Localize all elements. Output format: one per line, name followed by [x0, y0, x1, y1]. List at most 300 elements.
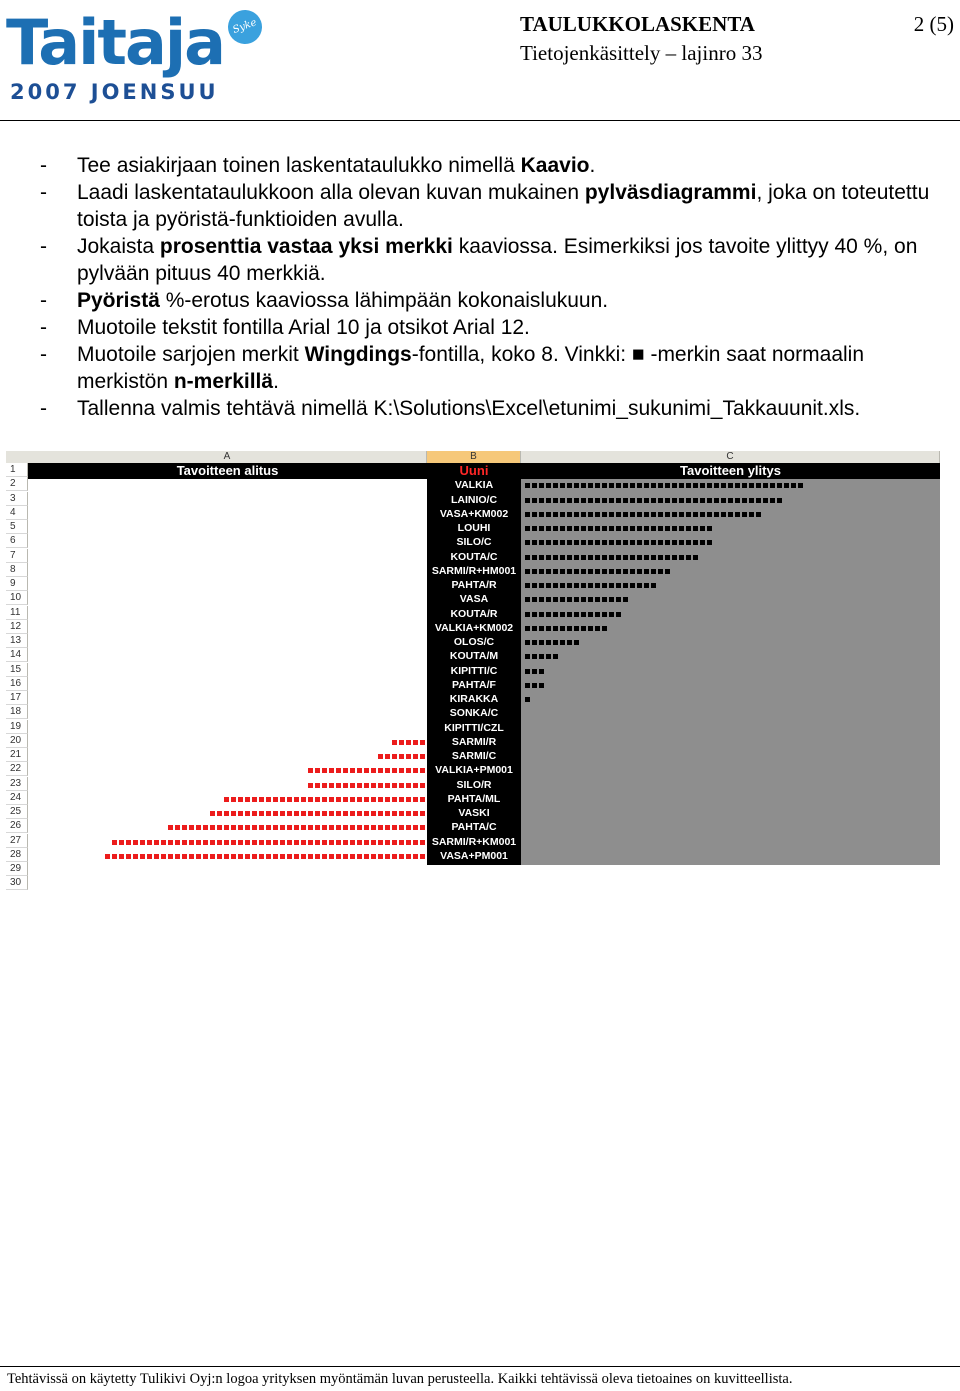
filled-square-icon	[336, 825, 341, 830]
filled-square-icon	[301, 854, 306, 859]
filled-square-icon	[378, 754, 383, 759]
filled-square-icon	[609, 612, 614, 617]
row-header[interactable]: 14	[6, 648, 28, 662]
oven-name-cell[interactable]: SONKA/C	[449, 707, 499, 720]
oven-name-cell[interactable]: VASA	[459, 593, 489, 606]
filled-square-icon	[210, 825, 215, 830]
filled-square-icon	[364, 840, 369, 845]
row-header[interactable]: 4	[6, 506, 28, 520]
over-target-bar[interactable]	[524, 749, 938, 763]
filled-square-icon	[343, 854, 348, 859]
filled-square-icon	[357, 768, 362, 773]
filled-square-icon	[532, 683, 537, 688]
row-header[interactable]: 30	[6, 876, 28, 890]
page-header	[0, 0, 960, 124]
filled-square-icon	[525, 654, 530, 659]
row-header[interactable]: 15	[6, 663, 28, 677]
filled-square-icon	[609, 597, 614, 602]
filled-square-icon	[392, 797, 397, 802]
row-header[interactable]: 6	[6, 534, 28, 548]
filled-square-icon	[539, 640, 544, 645]
filled-square-icon	[371, 783, 376, 788]
filled-square-icon	[413, 740, 418, 745]
filled-square-icon	[609, 483, 614, 488]
filled-square-icon	[350, 854, 355, 859]
filled-square-icon	[343, 797, 348, 802]
over-target-bar[interactable]	[524, 607, 938, 621]
filled-square-icon	[567, 483, 572, 488]
filled-square-icon	[385, 768, 390, 773]
under-target-bar[interactable]	[28, 649, 426, 663]
oven-name-cell[interactable]: PAHTA/R	[451, 579, 497, 591]
row-header[interactable]: 29	[6, 862, 28, 876]
filled-square-icon	[679, 512, 684, 517]
filled-square-icon	[357, 797, 362, 802]
over-target-bar[interactable]	[524, 806, 938, 820]
filled-square-icon	[252, 854, 257, 859]
filled-square-icon	[413, 840, 418, 845]
over-target-bar[interactable]	[524, 550, 938, 564]
instruction-item	[40, 314, 940, 341]
oven-name-cell[interactable]: SARMI/R+KM001	[431, 835, 517, 848]
filled-square-icon	[357, 811, 362, 816]
filled-square-icon	[560, 640, 565, 645]
filled-square-icon	[637, 540, 642, 545]
row-header[interactable]: 17	[6, 691, 28, 705]
under-target-bar[interactable]	[28, 721, 426, 735]
filled-square-icon	[301, 825, 306, 830]
bullet-dash: -	[40, 154, 47, 177]
filled-square-icon	[616, 483, 621, 488]
row-header[interactable]: 18	[6, 705, 28, 719]
over-target-bar[interactable]	[524, 721, 938, 735]
filled-square-icon	[658, 483, 663, 488]
filled-square-icon	[546, 654, 551, 659]
under-target-bar[interactable]	[28, 635, 426, 649]
over-target-bar[interactable]	[524, 493, 938, 507]
row-header[interactable]: 8	[6, 563, 28, 577]
over-target-bar[interactable]	[524, 507, 938, 521]
row-header[interactable]: 1	[6, 463, 28, 477]
under-target-bar[interactable]	[28, 692, 426, 706]
filled-square-icon	[196, 840, 201, 845]
filled-square-icon	[343, 768, 348, 773]
over-target-bar[interactable]	[524, 592, 938, 606]
oven-name-cell[interactable]: VALKIA+KM002	[434, 621, 514, 634]
filled-square-icon	[399, 797, 404, 802]
over-target-bar[interactable]	[524, 678, 938, 692]
oven-name-cell[interactable]: LAINIO/C	[450, 493, 498, 506]
filled-square-icon	[273, 811, 278, 816]
filled-square-icon	[665, 498, 670, 503]
under-target-bar[interactable]	[28, 550, 426, 564]
spreadsheet-chart	[6, 451, 940, 889]
row-header[interactable]: 16	[6, 677, 28, 691]
row-header[interactable]: 25	[6, 805, 28, 819]
row-header[interactable]: 26	[6, 819, 28, 833]
row-header[interactable]: 13	[6, 634, 28, 648]
filled-square-icon	[364, 854, 369, 859]
filled-square-icon	[784, 483, 789, 488]
filled-square-icon	[252, 797, 257, 802]
filled-square-icon	[210, 840, 215, 845]
under-target-bar[interactable]	[28, 592, 426, 606]
filled-square-icon	[756, 512, 761, 517]
filled-square-icon	[546, 498, 551, 503]
under-target-bar[interactable]	[28, 706, 426, 720]
row-header[interactable]: 11	[6, 606, 28, 620]
filled-square-icon	[532, 512, 537, 517]
instruction-text: , joka on toteutettu toista ja pyöristä-funktioiden avulla.	[77, 181, 930, 231]
row-header[interactable]: 23	[6, 777, 28, 791]
over-target-bar[interactable]	[524, 763, 938, 777]
row-header[interactable]: 28	[6, 848, 28, 862]
filled-square-icon	[168, 854, 173, 859]
header-over-target[interactable]: Tavoitteen ylitys	[521, 463, 940, 479]
row-header[interactable]: 27	[6, 834, 28, 848]
filled-square-icon	[406, 768, 411, 773]
filled-square-icon	[147, 854, 152, 859]
filled-square-icon	[623, 512, 628, 517]
under-target-bar[interactable]	[28, 621, 426, 635]
under-target-bar[interactable]	[28, 835, 426, 849]
filled-square-icon	[315, 840, 320, 845]
row-header[interactable]: 5	[6, 520, 28, 534]
over-target-bar[interactable]	[524, 706, 938, 720]
filled-square-icon	[252, 811, 257, 816]
filled-square-icon	[588, 612, 593, 617]
filled-square-icon	[217, 825, 222, 830]
filled-square-icon	[574, 597, 579, 602]
over-target-bar[interactable]	[524, 778, 938, 792]
bullet-dash: -	[40, 343, 47, 366]
oven-name-cell[interactable]: KOUTA/M	[449, 650, 499, 663]
logo-subtitle: 2007 JOENSUU	[10, 80, 219, 104]
document-title: TAULUKKOLASKENTA	[520, 12, 755, 36]
filled-square-icon	[623, 526, 628, 531]
header-oven[interactable]: Uuni	[427, 463, 521, 479]
instruction-item	[40, 152, 940, 179]
filled-square-icon	[406, 797, 411, 802]
over-target-bar[interactable]	[524, 649, 938, 663]
filled-square-icon	[539, 483, 544, 488]
over-target-bar[interactable]	[524, 692, 938, 706]
over-target-bar[interactable]	[524, 478, 938, 492]
filled-square-icon	[420, 768, 425, 773]
over-target-bar[interactable]	[524, 849, 938, 863]
filled-square-icon	[126, 854, 131, 859]
oven-name-cell[interactable]: KIPITTI/C	[450, 664, 498, 677]
filled-square-icon	[798, 483, 803, 488]
oven-name-cell[interactable]: VALKIA	[454, 479, 494, 492]
row-header[interactable]: 10	[6, 591, 28, 605]
oven-name-cell[interactable]: VALKIA+PM001	[435, 764, 513, 777]
row-header[interactable]: 2	[6, 477, 28, 491]
over-target-bar[interactable]	[524, 735, 938, 749]
filled-square-icon	[217, 840, 222, 845]
oven-name-cell[interactable]: VASA+KM002	[439, 507, 509, 520]
oven-name-cell[interactable]: PAHTA/C	[451, 821, 497, 834]
filled-square-icon	[553, 555, 558, 560]
filled-square-icon	[413, 811, 418, 816]
over-target-bar[interactable]	[524, 792, 938, 806]
filled-square-icon	[623, 597, 628, 602]
filled-square-icon	[308, 854, 313, 859]
under-target-bar[interactable]	[28, 792, 426, 806]
filled-square-icon	[385, 840, 390, 845]
column-header-c[interactable]: C	[521, 451, 940, 463]
instruction-item	[40, 287, 940, 314]
filled-square-icon	[273, 797, 278, 802]
filled-square-icon	[294, 797, 299, 802]
filled-square-icon	[553, 540, 558, 545]
filled-square-icon	[700, 498, 705, 503]
filled-square-icon	[560, 597, 565, 602]
sheet-corner[interactable]	[6, 451, 29, 463]
filled-square-icon	[385, 783, 390, 788]
filled-square-icon	[245, 840, 250, 845]
filled-square-icon	[553, 483, 558, 488]
column-header-b[interactable]: B	[427, 451, 521, 463]
filled-square-icon	[364, 797, 369, 802]
under-target-bar[interactable]	[28, 507, 426, 521]
filled-square-icon	[203, 825, 208, 830]
row-header[interactable]: 22	[6, 762, 28, 776]
filled-square-icon	[665, 526, 670, 531]
filled-square-icon	[693, 483, 698, 488]
filled-square-icon	[616, 569, 621, 574]
filled-square-icon	[588, 597, 593, 602]
under-target-bar[interactable]	[28, 763, 426, 777]
filled-square-icon	[637, 498, 642, 503]
row-header[interactable]: 19	[6, 720, 28, 734]
oven-name-cell[interactable]: VASKI	[458, 807, 490, 819]
page-number: 2 (5)	[913, 12, 954, 36]
over-target-bar[interactable]	[524, 835, 938, 849]
filled-square-icon	[385, 854, 390, 859]
oven-name-cell[interactable]: KIPITTI/CZL	[444, 721, 504, 734]
oven-name-cell[interactable]: KOUTA/R	[450, 607, 498, 620]
filled-square-icon	[532, 540, 537, 545]
filled-square-icon	[413, 797, 418, 802]
oven-name-cell[interactable]: VASA+PM001	[440, 849, 508, 862]
instruction-emphasis: prosenttia vastaa yksi merkki	[159, 235, 453, 258]
filled-square-icon	[532, 654, 537, 659]
filled-square-icon	[742, 483, 747, 488]
filled-square-icon	[539, 683, 544, 688]
filled-square-icon	[406, 840, 411, 845]
filled-square-icon	[574, 483, 579, 488]
filled-square-icon	[336, 840, 341, 845]
filled-square-icon	[686, 555, 691, 560]
filled-square-icon	[231, 811, 236, 816]
filled-square-icon	[378, 840, 383, 845]
under-target-bar[interactable]	[28, 578, 426, 592]
filled-square-icon	[231, 825, 236, 830]
filled-square-icon	[665, 512, 670, 517]
filled-square-icon	[707, 540, 712, 545]
filled-square-icon	[630, 498, 635, 503]
filled-square-icon	[525, 555, 530, 560]
filled-square-icon	[371, 811, 376, 816]
filled-square-icon	[525, 512, 530, 517]
oven-name-cell[interactable]: SARMI/R+HM001	[431, 564, 517, 577]
filled-square-icon	[252, 825, 257, 830]
oven-name-cell[interactable]: PAHTA/F	[452, 678, 496, 691]
filled-square-icon	[672, 483, 677, 488]
filled-square-icon	[749, 483, 754, 488]
filled-square-icon	[721, 483, 726, 488]
bullet-dash: -	[40, 235, 47, 258]
filled-square-icon	[693, 498, 698, 503]
filled-square-icon	[602, 569, 607, 574]
filled-square-icon	[525, 697, 530, 702]
filled-square-icon	[651, 498, 656, 503]
filled-square-icon	[721, 498, 726, 503]
filled-square-icon	[658, 526, 663, 531]
over-target-bar[interactable]	[524, 635, 938, 649]
filled-square-icon	[420, 854, 425, 859]
filled-square-icon	[539, 569, 544, 574]
filled-square-icon	[420, 797, 425, 802]
filled-square-icon	[532, 626, 537, 631]
filled-square-icon	[245, 811, 250, 816]
under-target-bar[interactable]	[28, 521, 426, 535]
over-target-bar[interactable]	[524, 521, 938, 535]
filled-square-icon	[595, 483, 600, 488]
filled-square-icon	[630, 512, 635, 517]
filled-square-icon	[630, 583, 635, 588]
filled-square-icon	[630, 555, 635, 560]
under-target-bar[interactable]	[28, 749, 426, 763]
filled-square-icon	[231, 854, 236, 859]
row-header[interactable]: 24	[6, 791, 28, 805]
filled-square-icon	[308, 768, 313, 773]
filled-square-icon	[336, 797, 341, 802]
filled-square-icon	[658, 569, 663, 574]
filled-square-icon	[336, 768, 341, 773]
filled-square-icon	[343, 811, 348, 816]
filled-square-icon	[686, 512, 691, 517]
filled-square-icon	[175, 840, 180, 845]
filled-square-icon	[140, 854, 145, 859]
under-target-bar[interactable]	[28, 778, 426, 792]
column-header-a[interactable]: A	[28, 451, 427, 463]
under-target-bar[interactable]	[28, 735, 426, 749]
row-header[interactable]: 20	[6, 734, 28, 748]
bullet-dash: -	[40, 181, 47, 204]
header-under-target[interactable]: Tavoitteen alitus	[28, 463, 427, 479]
over-target-bar[interactable]	[524, 820, 938, 834]
under-target-bar[interactable]	[28, 806, 426, 820]
filled-square-icon	[406, 811, 411, 816]
under-target-bar[interactable]	[28, 849, 426, 863]
filled-square-icon	[315, 854, 320, 859]
filled-square-icon	[126, 840, 131, 845]
under-target-bar[interactable]	[28, 493, 426, 507]
oven-name-cell[interactable]: KOUTA/C	[450, 550, 498, 563]
under-target-bar[interactable]	[28, 607, 426, 621]
instruction-emphasis: pylväsdiagrammi	[584, 181, 757, 204]
filled-square-icon	[350, 768, 355, 773]
filled-square-icon	[553, 512, 558, 517]
filled-square-icon	[679, 555, 684, 560]
filled-square-icon	[581, 540, 586, 545]
instruction-text: Jokaista	[77, 235, 160, 258]
over-target-bar[interactable]	[524, 578, 938, 592]
oven-name-cell[interactable]: SARMI/C	[451, 750, 497, 762]
oven-name-cell[interactable]: LOUHI	[457, 522, 491, 534]
over-target-bar[interactable]	[524, 664, 938, 678]
oven-name-cell[interactable]: OLOS/C	[453, 636, 495, 648]
filled-square-icon	[679, 540, 684, 545]
filled-square-icon	[259, 854, 264, 859]
filled-square-icon	[700, 512, 705, 517]
filled-square-icon	[595, 512, 600, 517]
under-target-bar[interactable]	[28, 535, 426, 549]
filled-square-icon	[161, 840, 166, 845]
row-header[interactable]: 21	[6, 748, 28, 762]
oven-name-cell[interactable]: KIRAKKA	[449, 693, 499, 705]
under-target-bar[interactable]	[28, 564, 426, 578]
row-header[interactable]: 7	[6, 549, 28, 563]
filled-square-icon	[287, 840, 292, 845]
filled-square-icon	[672, 498, 677, 503]
filled-square-icon	[560, 498, 565, 503]
over-target-bar[interactable]	[524, 535, 938, 549]
filled-square-icon	[154, 854, 159, 859]
instruction-emphasis: Kaavio	[520, 154, 590, 177]
filled-square-icon	[133, 854, 138, 859]
filled-square-icon	[777, 498, 782, 503]
filled-square-icon	[378, 811, 383, 816]
filled-square-icon	[658, 512, 663, 517]
filled-square-icon	[553, 640, 558, 645]
filled-square-icon	[385, 754, 390, 759]
filled-square-icon	[350, 811, 355, 816]
oven-name-cell[interactable]: PAHTA/ML	[447, 792, 501, 805]
over-target-bar[interactable]	[524, 564, 938, 578]
over-target-bar[interactable]	[524, 621, 938, 635]
row-header[interactable]: 3	[6, 492, 28, 506]
filled-square-icon	[651, 483, 656, 488]
filled-square-icon	[623, 555, 628, 560]
under-target-bar[interactable]	[28, 664, 426, 678]
filled-square-icon	[259, 797, 264, 802]
filled-square-icon	[637, 512, 642, 517]
oven-name-cell[interactable]: SILO/C	[456, 536, 492, 549]
filled-square-icon	[553, 612, 558, 617]
filled-square-icon	[245, 854, 250, 859]
filled-square-icon	[651, 526, 656, 531]
row-header[interactable]: 9	[6, 577, 28, 591]
row-header[interactable]: 12	[6, 620, 28, 634]
under-target-bar[interactable]	[28, 820, 426, 834]
filled-square-icon	[574, 583, 579, 588]
filled-square-icon	[539, 555, 544, 560]
filled-square-icon	[574, 555, 579, 560]
filled-square-icon	[693, 526, 698, 531]
filled-square-icon	[637, 526, 642, 531]
oven-name-cell[interactable]: SILO/R	[456, 778, 492, 791]
oven-name-cell[interactable]: SARMI/R	[451, 735, 497, 748]
under-target-bar[interactable]	[28, 678, 426, 692]
under-target-bar[interactable]	[28, 478, 426, 492]
filled-square-icon	[567, 555, 572, 560]
filled-square-icon	[567, 597, 572, 602]
instruction-text: -fontilla, koko 8. Vinkki: ■ -merkin saat normaalin merkistön	[77, 343, 865, 393]
filled-square-icon	[322, 825, 327, 830]
